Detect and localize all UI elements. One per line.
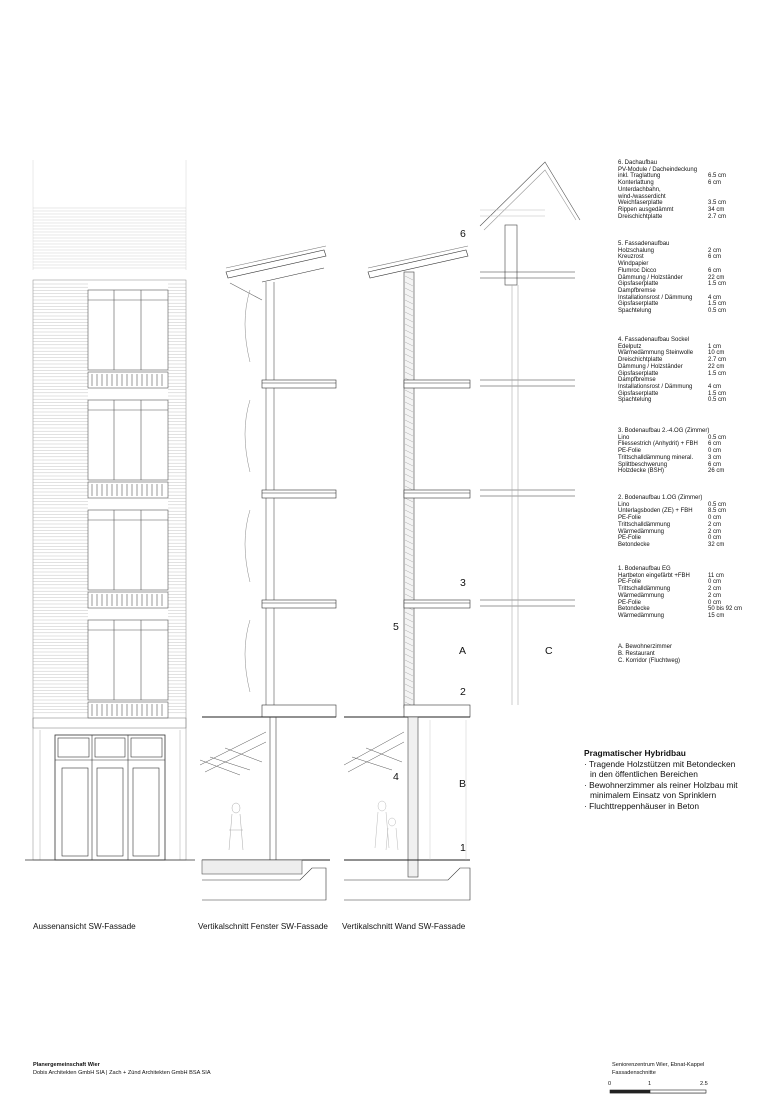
spec-row [618,207,768,214]
spec-row [618,173,768,180]
firm-line: Dobis Architekten GmbH SIA | Zach + Zünd Architekten GmbH BSA SIA [33,1069,211,1076]
spec-row [618,613,768,620]
spec-title: 5. Fassadenaufbau [618,241,670,247]
caption-section-window: Vertikalschnitt Fenster SW-Fassade [198,922,328,931]
spec-thickness: 1 cm [708,343,722,350]
spec-thickness: 2 cm [708,521,722,528]
spec-thickness: 2 cm [708,528,722,535]
spec-thickness: 0.5 cm [708,501,727,508]
spec-row [618,468,768,475]
scale-label-1: 1 [648,1081,652,1087]
spec-layer: Dämmung / Holzständer [618,363,683,370]
hybrid-bullet-1b: in den öffentlichen Bereichen [590,769,698,779]
spec-layer: Lino [618,501,630,508]
spec-thickness: 1.5 cm [708,390,727,397]
spec-thickness: 6 cm [708,254,722,261]
spec-layer: Dreischichtplatte [618,213,663,220]
spec-row [618,344,768,351]
eave-window [226,246,326,300]
spec-thickness: 6 cm [708,180,722,187]
spec-row [618,573,768,580]
spec-thickness: 1.5 cm [708,281,727,288]
spec-thickness: 0 cm [708,579,722,586]
spec-layer: PE-Folie [618,515,642,522]
awning-scissor-wall [344,732,404,772]
spec-thickness: 3 cm [708,454,722,461]
eave-wall [368,246,468,278]
spec-row [618,180,768,187]
hybrid-title: Pragmatischer Hybridbau [584,748,686,758]
spec-row [618,301,768,308]
spec-title: 6. Dachaufbau [618,160,658,166]
spec-layer: Dampfbremse [618,377,656,384]
spec-row [618,295,768,302]
spec-block [618,241,768,315]
marker-2: 2 [460,686,466,698]
elevation-drawing [25,160,195,860]
spec-title: 4. Fassadenaufbau Sockel [618,337,690,343]
spec-row [618,522,768,529]
spec-layer: Spachtelung [618,308,652,315]
caption-elevation: Aussenansicht SW-Fassade [33,922,136,931]
spec-layer: inkl. Traglattung [618,173,661,180]
spec-thickness: 1.5 cm [708,370,727,377]
spec-thickness: 32 cm [708,541,725,548]
spec-block [618,495,768,549]
spec-row [618,462,768,469]
spec-layer: Dampfbremse [618,287,656,294]
spec-row [618,600,768,607]
spec-row [618,515,768,522]
spec-row [618,529,768,536]
spec-layer: Betondecke [618,606,650,613]
spec-row [618,502,768,509]
spec-layer: Fliessestrich (Anhydrit) + FBH [618,441,698,448]
spec-row [618,441,768,448]
hybrid-bullet-2: · Bewohnerzimmer als reiner Holzbau mit [584,779,738,790]
spec-layer: Trittschalldämmung [618,521,671,528]
spec-row [618,397,768,404]
spec-layer: PV-Module / Dacheindeckung [618,166,698,173]
marker-5: 5 [393,621,399,633]
section-corridor-drawing [480,162,580,705]
spec-row [618,593,768,600]
spec-layer: Weichfaserplatte [618,200,663,207]
spec-layer: Wärmedämmung [618,528,665,535]
spec-thickness: 2.7 cm [708,213,727,220]
spec-row [618,268,768,275]
spec-row [618,281,768,288]
spec-row [618,357,768,364]
window-section-floors [262,380,336,608]
spec-layer: Gipsfaserplatte [618,390,659,397]
spec-title: 2. Bodenaufbau 1.OG (Zimmer) [618,495,703,501]
spec-layer: Kreuzrost [618,254,644,261]
people-figures [375,801,398,850]
spec-title: 3. Bodenaufbau 2.-4.OG (Zimmer) [618,428,710,434]
hybrid-construction-note [584,748,738,811]
spec-row [618,350,768,357]
spec-row [618,535,768,542]
marker-6: 6 [460,228,466,240]
spec-row [618,586,768,593]
spec-row [618,254,768,261]
spec-thickness: 6.5 cm [708,173,727,180]
section-wall-drawing [344,246,470,900]
spec-row [618,194,768,201]
spec-layer: PE-Folie [618,579,642,586]
spec-thickness: 0.5 cm [708,308,727,315]
spec-layer: Dreischichtplatte [618,357,663,364]
spec-row [618,248,768,255]
marker-A: A [459,645,467,657]
room-legend [618,644,680,665]
spec-row [618,384,768,391]
spec-thickness: 22 cm [708,363,725,370]
corridor-section-floors [480,272,575,606]
spec-layer: Konterlattung [618,180,654,187]
spec-row [618,275,768,282]
spec-thickness: 0.5 cm [708,434,727,441]
spec-row [618,377,768,384]
scale-bar [610,1090,706,1093]
spec-block [618,566,768,620]
spec-thickness: 4 cm [708,383,722,390]
spec-layer: PE-Folie [618,599,642,606]
spec-layer: Installationsrost / Dämmung [618,383,693,390]
spec-thickness: 10 cm [708,350,725,357]
spec-thickness: 6 cm [708,267,722,274]
footer-project [612,1062,704,1077]
spec-row [618,364,768,371]
spec-thickness: 2 cm [708,592,722,599]
spec-layer: Lino [618,434,630,441]
spec-layer: Betondecke [618,541,650,548]
spec-layer: Flumroc Dicco [618,267,657,274]
spec-thickness: 26 cm [708,468,725,475]
hybrid-bullet-3: · Fluchttreppenhäuser in Beton [584,800,699,811]
spec-layer: Windpapier [618,261,649,268]
spec-thickness: 4 cm [708,294,722,301]
section-window-drawing [200,246,336,900]
spec-thickness: 11 cm [708,572,724,579]
spec-block [618,428,768,475]
hybrid-bullet-2b: minimalem Einsatz von Sprinklern [590,790,717,800]
person-figure [229,803,243,850]
spec-thickness: 0.5 cm [708,397,727,404]
spec-layer: Hartbeton eingefärbt +FBH [618,572,690,579]
spec-thickness: 6 cm [708,441,722,448]
spec-row [618,435,768,442]
spec-layer: Trittschalldämmung mineral. [618,454,694,461]
marker-1: 1 [460,842,466,854]
marker-4: 4 [393,771,399,783]
spec-thickness: 0 cm [708,448,722,455]
spec-row [618,167,768,174]
spec-thickness: 2 cm [708,247,722,254]
roof-hatch [33,208,186,268]
spec-row [618,542,768,549]
spec-layer: Trittschalldämmung [618,586,671,593]
spec-layer: PE-Folie [618,448,642,455]
legend-item-b: B. Restaurant [618,651,655,657]
spec-layer: Gipsfaserplatte [618,281,659,288]
spec-layer: wind-/wasserdicht [618,193,666,200]
spec-layer: Installationsrost / Dämmung [618,294,693,301]
spec-thickness: 8.5 cm [708,508,727,515]
spec-row [618,308,768,315]
spec-layer: Holzdecke (BSH) [618,468,665,475]
spec-row [618,579,768,586]
spec-row [618,371,768,378]
spec-thickness: 34 cm [708,206,725,213]
roof-elevation-lines [33,160,186,270]
awning-scissor [200,732,266,775]
spec-row [618,606,768,613]
scale-label-0: 0 [608,1081,612,1087]
spec-thickness: 50 bis 92 cm [708,606,743,613]
ground-floor-door [55,735,165,860]
spec-thickness: 15 cm [708,612,725,619]
marker-3: 3 [460,577,466,589]
spec-layer: Splittbeschwerung [618,461,668,468]
footer-firm [33,1062,211,1077]
spec-layer: Dämmung / Holzständer [618,274,683,281]
spec-row [618,448,768,455]
spec-row [618,187,768,194]
spec-row [618,508,768,515]
spec-thickness: 2.7 cm [708,357,727,364]
spec-layer: Unterdachbahn, [618,186,661,193]
spec-thickness: 0 cm [708,599,722,606]
sheet-name: Fassadenschnitte [612,1069,656,1076]
spec-block [618,160,768,220]
spec-row [618,391,768,398]
spec-thickness: 22 cm [708,274,725,281]
spec-row [618,288,768,295]
caption-section-wall: Vertikalschnitt Wand SW-Fassade [342,922,466,931]
spec-title: 1. Bodenaufbau EG [618,566,671,572]
spec-thickness: 3.5 cm [708,200,727,207]
firm-title: Planergemeinschaft Wier [33,1062,100,1068]
spec-row [618,455,768,462]
spec-layer: Gipsfaserplatte [618,370,659,377]
spec-layer: Holzschalung [618,247,655,254]
spec-thickness: 1.5 cm [708,301,727,308]
spec-layer: Wärmedämmung Steinwolle [618,350,694,357]
marker-C: C [545,645,553,657]
spec-thickness: 6 cm [708,461,722,468]
spec-row [618,214,768,221]
spec-thickness: 0 cm [708,515,722,522]
legend-item-a: A. Bewohnerzimmer [618,644,673,650]
spec-block [618,337,768,404]
spec-thickness: 0 cm [708,535,722,542]
hybrid-bullet-1: · Tragende Holzstützen mit Betondecken [584,758,736,769]
spec-layer: Spachtelung [618,397,652,404]
window-section-awnings [245,290,250,692]
spec-layer: Rippen ausgedämmt [618,206,674,213]
spec-layer: Wärmedämmung [618,592,665,599]
marker-B: B [459,778,467,790]
spec-layer: PE-Folie [618,535,642,542]
spec-layer: Edelputz [618,343,642,350]
spec-row [618,200,768,207]
spec-layer: Wärmedämmung [618,612,665,619]
spec-thickness: 2 cm [708,586,722,593]
facade-windows [88,290,168,718]
spec-row [618,261,768,268]
scale-label-2: 2.5 [700,1081,708,1087]
project-name: Seniorenzentrum Wier, Ebnat-Kappel [612,1062,705,1068]
spec-layer: Unterlagsboden (ZE) + FBH [618,508,693,515]
spec-layer: Gipsfaserplatte [618,301,659,308]
legend-item-c: C. Korridor (Fluchtweg) [618,658,681,664]
